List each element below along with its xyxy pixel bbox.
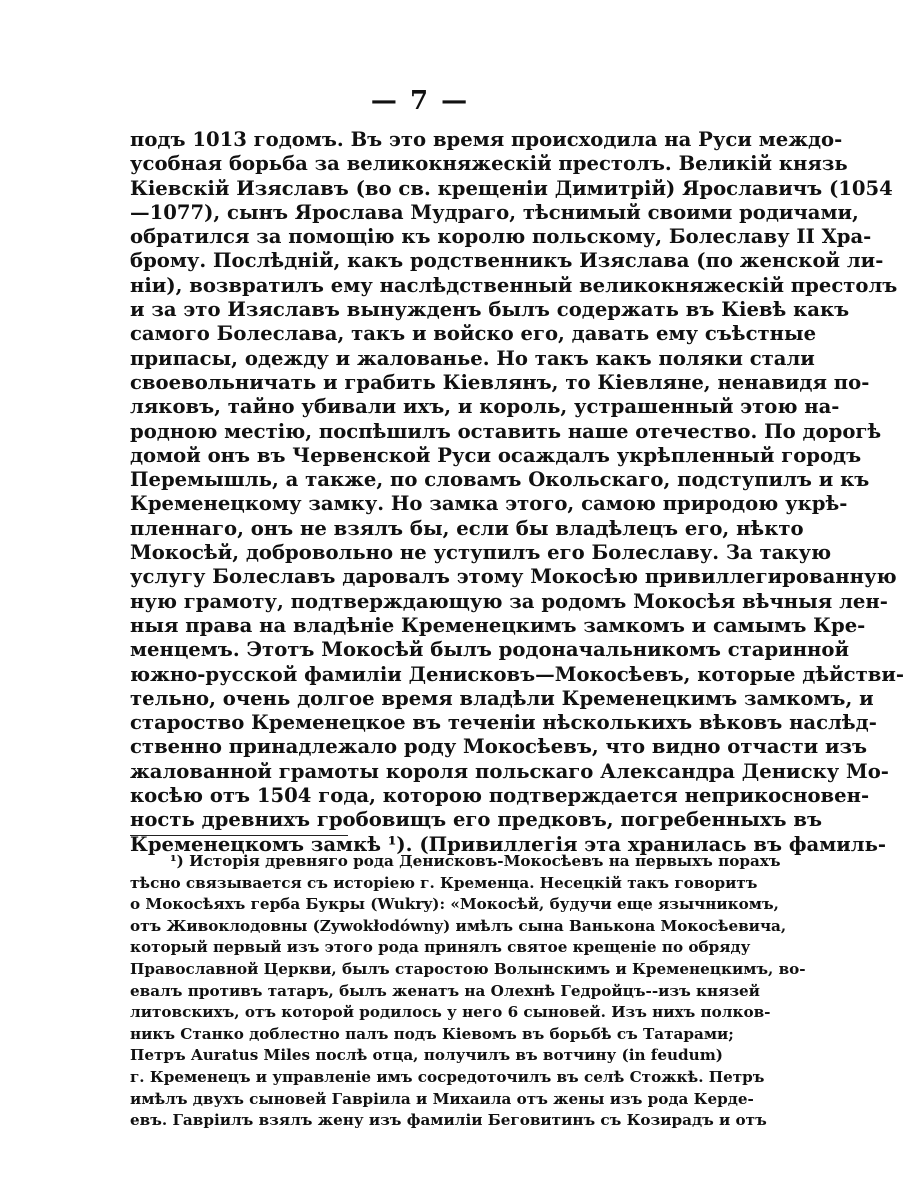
text-line: ную грамоту, подтверждающую за родомъ Мокосѣя вѣчныя лен- [130, 589, 888, 613]
footnote-line: евъ. Гавріилъ взялъ жену изъ фамиліи Беговитинъ съ Козирадъ и отъ [130, 1111, 767, 1130]
footnote [130, 851, 806, 1132]
text-line: Кіевскій Изяславъ (во св. крещеніи Димитрій) Ярославичъ (1054 [130, 176, 893, 200]
page-number: — 7 — [370, 86, 470, 116]
text-line: пленнаго, онъ не взялъ бы, если бы владѣлецъ его, нѣкто [130, 516, 804, 540]
footnote-line: тѣсно связывается съ исторіею г. Кременца. Несецкій такъ говоритъ [130, 873, 758, 892]
text-line: Кременецкому замку. Но замка этого, самою природою укрѣ- [130, 492, 848, 516]
text-line: ственно принадлежало роду Мокосѣевъ, что видно отчасти изъ [130, 735, 868, 759]
text-line: домой онъ въ Червенской Руси осаждалъ укрѣпленный городъ [130, 443, 862, 467]
text-line: самого Болеслава, такъ и войско его, давать ему съѣстные [130, 322, 817, 346]
text-line: менцемъ. Этотъ Мокосѣй былъ родоначальникомъ старинной [130, 638, 849, 662]
text-line: староство Кременецкое въ теченіи нѣсколькихъ вѣковъ наслѣд- [130, 711, 877, 735]
footnote-separator [130, 835, 348, 836]
text-line: ныя права на владѣніе Кременецкимъ замкомъ и самымъ Кре- [130, 613, 866, 637]
text-line: своевольничать и грабить Кіевлянъ, то Кіевляне, ненавидя по- [130, 370, 870, 394]
text-line: ляковъ, тайно убивали ихъ, и король, устрашенный этою на- [130, 395, 840, 419]
text-line: ность древнихъ гробовищъ его предковъ, погребенныхъ въ [130, 808, 823, 832]
text-line: ніи), возвратилъ ему наслѣдственный великокняжескій престолъ [130, 273, 898, 297]
text-line: —1077), сынъ Ярослава Мудраго, тѣснимый своими родичами, [130, 200, 859, 224]
text-line: брому. Послѣдній, какъ родственникъ Изяслава (по женской ли- [130, 249, 884, 273]
text-line: обратился за помощію къ королю польскому, Болеславу II Хра- [130, 225, 872, 249]
footnote-line: Петръ Auratus Miles послѣ отца, получилъ въ вотчину (in feudum) [130, 1046, 723, 1065]
footnote-line: литовскихъ, отъ которой родилось у него 6 сыновей. Изъ нихъ полков- [130, 1003, 771, 1022]
text-line: и за это Изяславъ вынужденъ былъ содержать въ Кіевѣ какъ [130, 298, 850, 322]
text-line: припасы, одежду и жалованье. Но такъ какъ поляки стали [130, 346, 815, 370]
text-line: услугу Болеславъ даровалъ этому Мокосѣю привиллегированную [130, 565, 897, 589]
footnote-line: о Мокосѣяхъ герба Букры (Wukry): «Мокосѣй, будучи еще язычникомъ, [130, 895, 779, 914]
text-line: Перемышль, а также, по словамъ Окольскаго, подступилъ и къ [130, 468, 870, 492]
text-line: косѣю отъ 1504 года, которою подтверждается неприкосновен- [130, 784, 870, 808]
footnote-line: имѣлъ двухъ сыновей Гавріила и Михаила отъ жены изъ рода Керде- [130, 1089, 754, 1108]
text-line: Кременецкомъ замкѣ ¹). (Привиллегія эта хранилась въ фамиль- [130, 832, 887, 856]
text-line: усобная борьба за великокняжескій престолъ. Великій князь [130, 152, 848, 176]
footnote-line: никъ Станко доблестно палъ подъ Кіевомъ въ борьбѣ съ Татарами; [130, 1024, 734, 1043]
footnote-line: который первый изъ этого рода принялъ святое крещеніе по обряду [130, 938, 751, 957]
footnote-line: ¹) Исторія древняго рода Денисковъ-Мокосѣевъ на первыхъ порахъ [170, 852, 781, 870]
text-line: подъ 1013 годомъ. Въ это время происходила на Руси междо- [130, 128, 843, 151]
footnote-line: Православной Церкви, былъ старостою Волынскимъ и Кременецкимъ, во- [130, 959, 806, 978]
text-line: жалованной грамоты короля польскаго Александра Дениску Мо- [130, 759, 889, 783]
text-line: Мокосѣй, добровольно не уступилъ его Болеславу. За такую [130, 541, 832, 565]
text-line: южно-русской фамиліи Денисковъ—Мокосѣевъ, которые дѣйстви- [130, 662, 904, 686]
footnote-line: отъ Живоклодовны (Zywokłodówny) имѣлъ сына Ванькона Мокосѣевича, [130, 916, 787, 935]
footnote-line: евалъ противъ татаръ, былъ женатъ на Олехнѣ Гедройцъ--изъ князей [130, 981, 760, 1000]
text-line: тельно, очень долгое время владѣли Кременецкимъ замкомъ, и [130, 686, 874, 710]
footnote-line: г. Кременецъ и управленіе имъ сосредоточилъ въ селѣ Стожкѣ. Петръ [130, 1067, 765, 1086]
text-line: родною местію, поспѣшилъ оставить наше отечество. По дорогѣ [130, 419, 882, 443]
main-text [130, 128, 904, 857]
